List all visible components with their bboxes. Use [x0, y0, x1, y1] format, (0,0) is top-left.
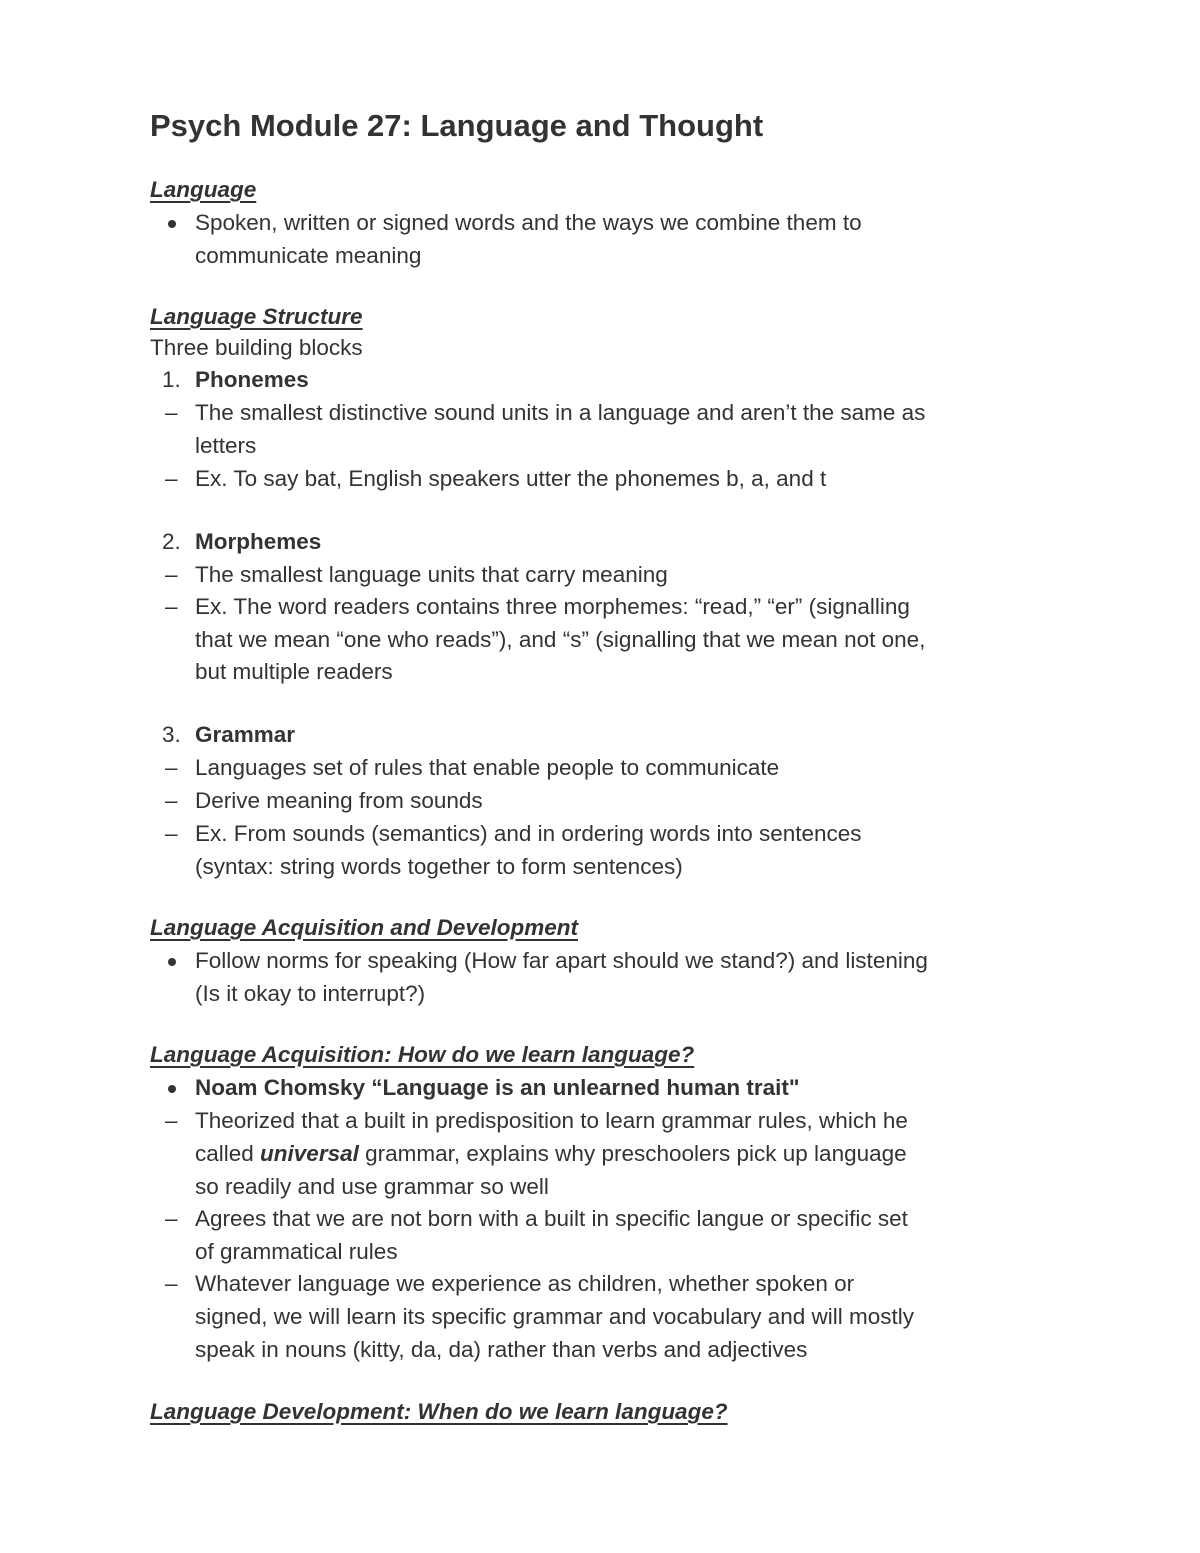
chomsky-detail-3-line2: signed, we will learn its specific grammar and vocabulary and will mostly	[195, 1304, 915, 1329]
dash-icon: –	[165, 755, 178, 780]
chomsky-bullet: Noam Chomsky “Language is an unlearned human trait"	[195, 1075, 800, 1100]
heading-development: Language Development: When do we learn language?	[150, 1399, 728, 1424]
morphemes-detail-2-line2: that we mean “one who reads”), and “s” (signalling that we mean not one,	[195, 627, 926, 652]
grammar-detail-3-line2: (syntax: string words together to form sentences)	[195, 854, 683, 879]
dash-icon: –	[165, 466, 178, 491]
morphemes-detail-2-line1: Ex. The word readers contains three morphemes: “read,” “er” (signalling	[195, 594, 910, 619]
dash-icon: –	[165, 400, 178, 425]
heading-language: Language	[150, 177, 257, 202]
emphasis-universal: universal	[260, 1141, 359, 1166]
acq-dev-bullet-line1: Follow norms for speaking (How far apart should we stand?) and listening	[195, 948, 928, 973]
chomsky-detail-3-line1: Whatever language we experience as children, whether spoken or	[195, 1271, 855, 1296]
bullet-icon	[168, 958, 176, 966]
language-definition-line2: communicate meaning	[195, 243, 422, 268]
phonemes-label: Phonemes	[195, 367, 309, 392]
heading-acquisition: Language Acquisition: How do we learn language?	[150, 1042, 695, 1067]
page-title: Psych Module 27: Language and Thought	[150, 108, 764, 143]
phonemes-detail-1-line1: The smallest distinctive sound units in a language and aren’t the same as	[195, 400, 926, 425]
chomsky-detail-1-line2	[195, 1138, 907, 1170]
list-number: 2.	[162, 529, 181, 554]
dash-icon: –	[165, 594, 178, 619]
dash-icon: –	[165, 1108, 178, 1133]
chomsky-detail-1-line1: Theorized that a built in predisposition to learn grammar rules, which he	[195, 1108, 908, 1133]
morphemes-detail-1: The smallest language units that carry meaning	[195, 562, 668, 587]
list-number: 3.	[162, 722, 181, 747]
text-fragment: called	[195, 1141, 261, 1166]
dash-icon: –	[165, 562, 178, 587]
chomsky-detail-2-line1: Agrees that we are not born with a built in specific langue or specific set	[195, 1206, 908, 1231]
list-number: 1.	[162, 367, 181, 392]
structure-intro: Three building blocks	[150, 335, 363, 360]
chomsky-detail-2-line2: of grammatical rules	[195, 1239, 398, 1264]
dash-icon: –	[165, 788, 178, 813]
chomsky-detail-3-line3: speak in nouns (kitty, da, da) rather than verbs and adjectives	[195, 1337, 808, 1362]
heading-acquisition-development: Language Acquisition and Development	[150, 915, 578, 940]
bullet-icon	[168, 1085, 176, 1093]
dash-icon: –	[165, 1206, 178, 1231]
language-definition-line1: Spoken, written or signed words and the ways we combine them to	[195, 210, 862, 235]
grammar-detail-2: Derive meaning from sounds	[195, 788, 483, 813]
dash-icon: –	[165, 1271, 178, 1296]
morphemes-detail-2-line3: but multiple readers	[195, 659, 393, 684]
morphemes-label: Morphemes	[195, 529, 322, 554]
grammar-label: Grammar	[195, 722, 296, 747]
phonemes-detail-2: Ex. To say bat, English speakers utter the phonemes b, a, and t	[195, 466, 827, 491]
text-fragment: grammar, explains why preschoolers pick up language	[358, 1141, 907, 1166]
acq-dev-bullet-line2: (Is it okay to interrupt?)	[195, 981, 426, 1006]
bullet-icon	[168, 220, 176, 228]
phonemes-detail-1-line2: letters	[195, 433, 257, 458]
dash-icon: –	[165, 821, 178, 846]
grammar-detail-3-line1: Ex. From sounds (semantics) and in ordering words into sentences	[195, 821, 862, 846]
grammar-detail-1: Languages set of rules that enable people to communicate	[195, 755, 780, 780]
chomsky-detail-1-line3: so readily and use grammar so well	[195, 1174, 549, 1199]
heading-language-structure: Language Structure	[150, 304, 363, 329]
